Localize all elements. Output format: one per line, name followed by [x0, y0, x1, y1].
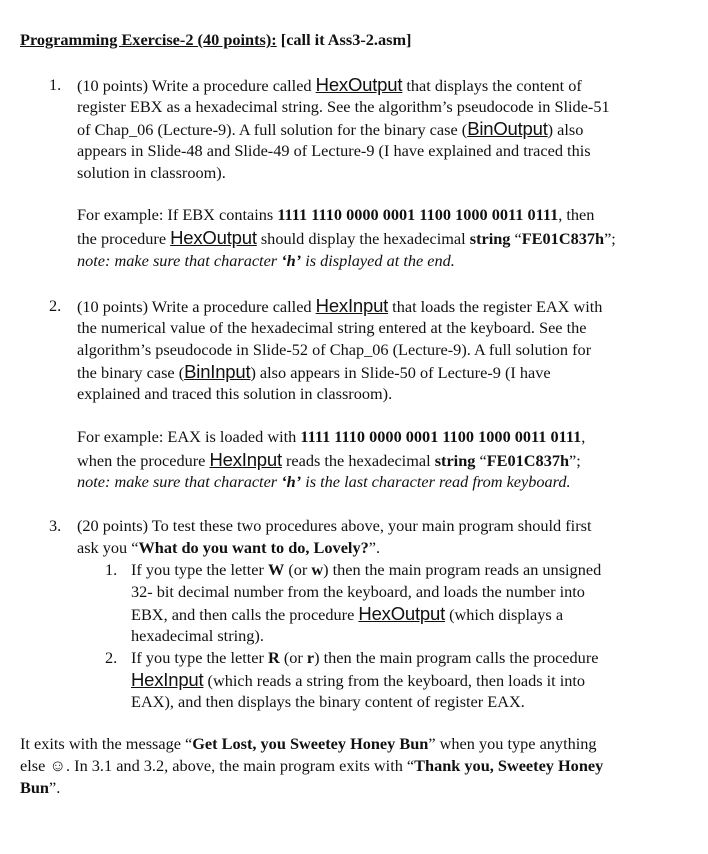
text-run: EBX, and then calls the procedure — [131, 605, 359, 624]
text-run: the binary case ( — [77, 363, 185, 382]
text-run: that loads the register EAX with — [388, 297, 603, 316]
text-run: ) then the main program calls the procedure — [314, 648, 599, 667]
text-run: ask you “ — [77, 538, 139, 557]
text-run: that displays the content of — [402, 76, 582, 95]
proc-hexoutput: HexOutput — [315, 74, 403, 95]
proc-hexoutput: HexOutput — [358, 603, 446, 624]
item1-line2: register EBX as a hexadecimal string. See the algorithm’s pseudocode in Slide-51 — [77, 97, 610, 116]
text-run: ) then the main program reads an unsigned — [323, 560, 602, 579]
letter-key: w — [311, 560, 324, 579]
proc-hexinput: HexInput — [315, 295, 389, 316]
text-run: , then — [558, 205, 595, 224]
text-run: note: make sure that character — [77, 472, 282, 491]
text-run: else ☺. In 3.1 and 3.2, above, the main program exits with “ — [20, 756, 415, 775]
subitem2-line2 — [131, 669, 585, 692]
item2-line3: algorithm’s pseudocode in Slide-52 of Chap_06 (Lecture-9). A full solution for — [77, 340, 592, 359]
text-run: reads the hexadecimal — [281, 451, 435, 470]
text-run: ‘h’ — [281, 251, 302, 270]
text-run: For example: EAX is loaded with — [77, 427, 301, 446]
subitem1-line1 — [131, 559, 601, 581]
text-run: note: make sure that character — [77, 251, 282, 270]
text-run: ) also — [547, 120, 584, 139]
text-run: of Chap_06 (Lecture-9). A full solution for the binary case ( — [77, 120, 468, 139]
item1-line3 — [77, 118, 583, 141]
proc-bininput: BinInput — [184, 361, 251, 382]
text-run: Bun — [20, 778, 49, 797]
text-run: “ — [475, 451, 487, 470]
subitem1-line2: 32- bit decimal number from the keyboard, and loads the number into — [131, 582, 585, 601]
item2-example-line1 — [77, 426, 585, 448]
text-run: is the last character read from keyboard. — [301, 472, 571, 491]
text-run: ”. — [48, 778, 61, 797]
item1-example-line2 — [77, 227, 616, 250]
item2-line2: the numerical value of the hexadecimal string entered at the keyboard. See the — [77, 318, 587, 337]
text-run: when the procedure — [77, 451, 210, 470]
item3-number: 3. — [49, 516, 62, 535]
item3-line2 — [77, 537, 380, 559]
item2-number: 2. — [49, 296, 62, 315]
closing-line2 — [20, 755, 603, 777]
item1-example-line1 — [77, 204, 594, 226]
text-run: (which displays a — [445, 605, 564, 624]
proc-hexinput: HexInput — [209, 449, 282, 470]
binary-value: 1111 1110 0000 0001 1100 1000 0011 0111 — [300, 427, 582, 446]
subitem1-line3 — [131, 603, 563, 626]
text-run: It exits with the message “ — [20, 734, 193, 753]
letter-key: r — [306, 648, 315, 667]
text-run: string — [434, 451, 476, 470]
prompt-question: What do you want to do, Lovely? — [138, 538, 369, 557]
subitem1-line4: hexadecimal string). — [131, 626, 264, 645]
subitem1-number: 1. — [105, 560, 118, 579]
text-run: should display the hexadecimal — [256, 229, 470, 248]
text-run: (10 points) Write a procedure called — [77, 76, 316, 95]
text-run: (which reads a string from the keyboard, then loads it into — [203, 671, 586, 690]
proc-hexoutput: HexOutput — [170, 227, 257, 248]
item2-example-line2 — [77, 449, 581, 472]
hex-value: FE01C837h — [521, 229, 605, 248]
binary-value: 1111 1110 0000 0001 1100 1000 0011 0111 — [277, 205, 559, 224]
text-run: , — [581, 427, 586, 446]
letter-key: W — [267, 560, 285, 579]
item1-line4: appears in Slide-48 and Slide-49 of Lecture-9 (I have explained and traced this — [77, 141, 591, 160]
closing-line1 — [20, 733, 597, 755]
item1-line5: solution in classroom). — [77, 163, 226, 182]
item2-note — [77, 471, 571, 493]
subitem2-line1 — [131, 647, 598, 669]
item3-line1: (20 points) To test these two procedures above, your main program should first — [77, 516, 592, 535]
item1-line1 — [77, 74, 582, 97]
thankyou-message: Thank you, Sweetey Honey — [414, 756, 604, 775]
text-run: ”; — [604, 229, 616, 248]
text-run: If you type the letter — [131, 560, 268, 579]
subitem2-line3: EAX), and then displays the binary content of register EAX. — [131, 692, 525, 711]
item2-line1 — [77, 295, 602, 318]
item1-number: 1. — [49, 75, 62, 94]
item1-note — [77, 250, 455, 272]
item2-line4 — [77, 361, 551, 384]
hex-value: FE01C837h — [486, 451, 570, 470]
exercise-title — [20, 29, 411, 51]
text-run: the procedure — [77, 229, 171, 248]
text-run: is displayed at the end. — [301, 251, 455, 270]
text-run: ) also appears in Slide-50 of Lecture-9 (I have — [250, 363, 551, 382]
proc-hexinput: HexInput — [131, 669, 204, 690]
subitem2-number: 2. — [105, 648, 118, 667]
text-run: (or — [284, 560, 312, 579]
text-run: string — [469, 229, 511, 248]
text-run: If you type the letter — [131, 648, 268, 667]
text-run: ”; — [569, 451, 581, 470]
text-run: ” when you type anything — [428, 734, 597, 753]
proc-binoutput: BinOutput — [467, 118, 548, 139]
text-run: (10 points) Write a procedure called — [77, 297, 316, 316]
text-run: For example: If EBX contains — [77, 205, 278, 224]
title-suffix: [call it Ass3-2.asm] — [276, 30, 412, 49]
exit-message: Get Lost, you Sweetey Honey Bun — [192, 734, 429, 753]
text-run: ‘h’ — [281, 472, 302, 491]
text-run: (or — [279, 648, 307, 667]
closing-line3 — [20, 777, 60, 799]
letter-key: R — [267, 648, 280, 667]
text-run: ”. — [368, 538, 381, 557]
text-run: “ — [510, 229, 522, 248]
item2-line5: explained and traced this solution in classroom). — [77, 384, 393, 403]
title-text: Programming Exercise-2 (40 points): — [20, 30, 277, 49]
